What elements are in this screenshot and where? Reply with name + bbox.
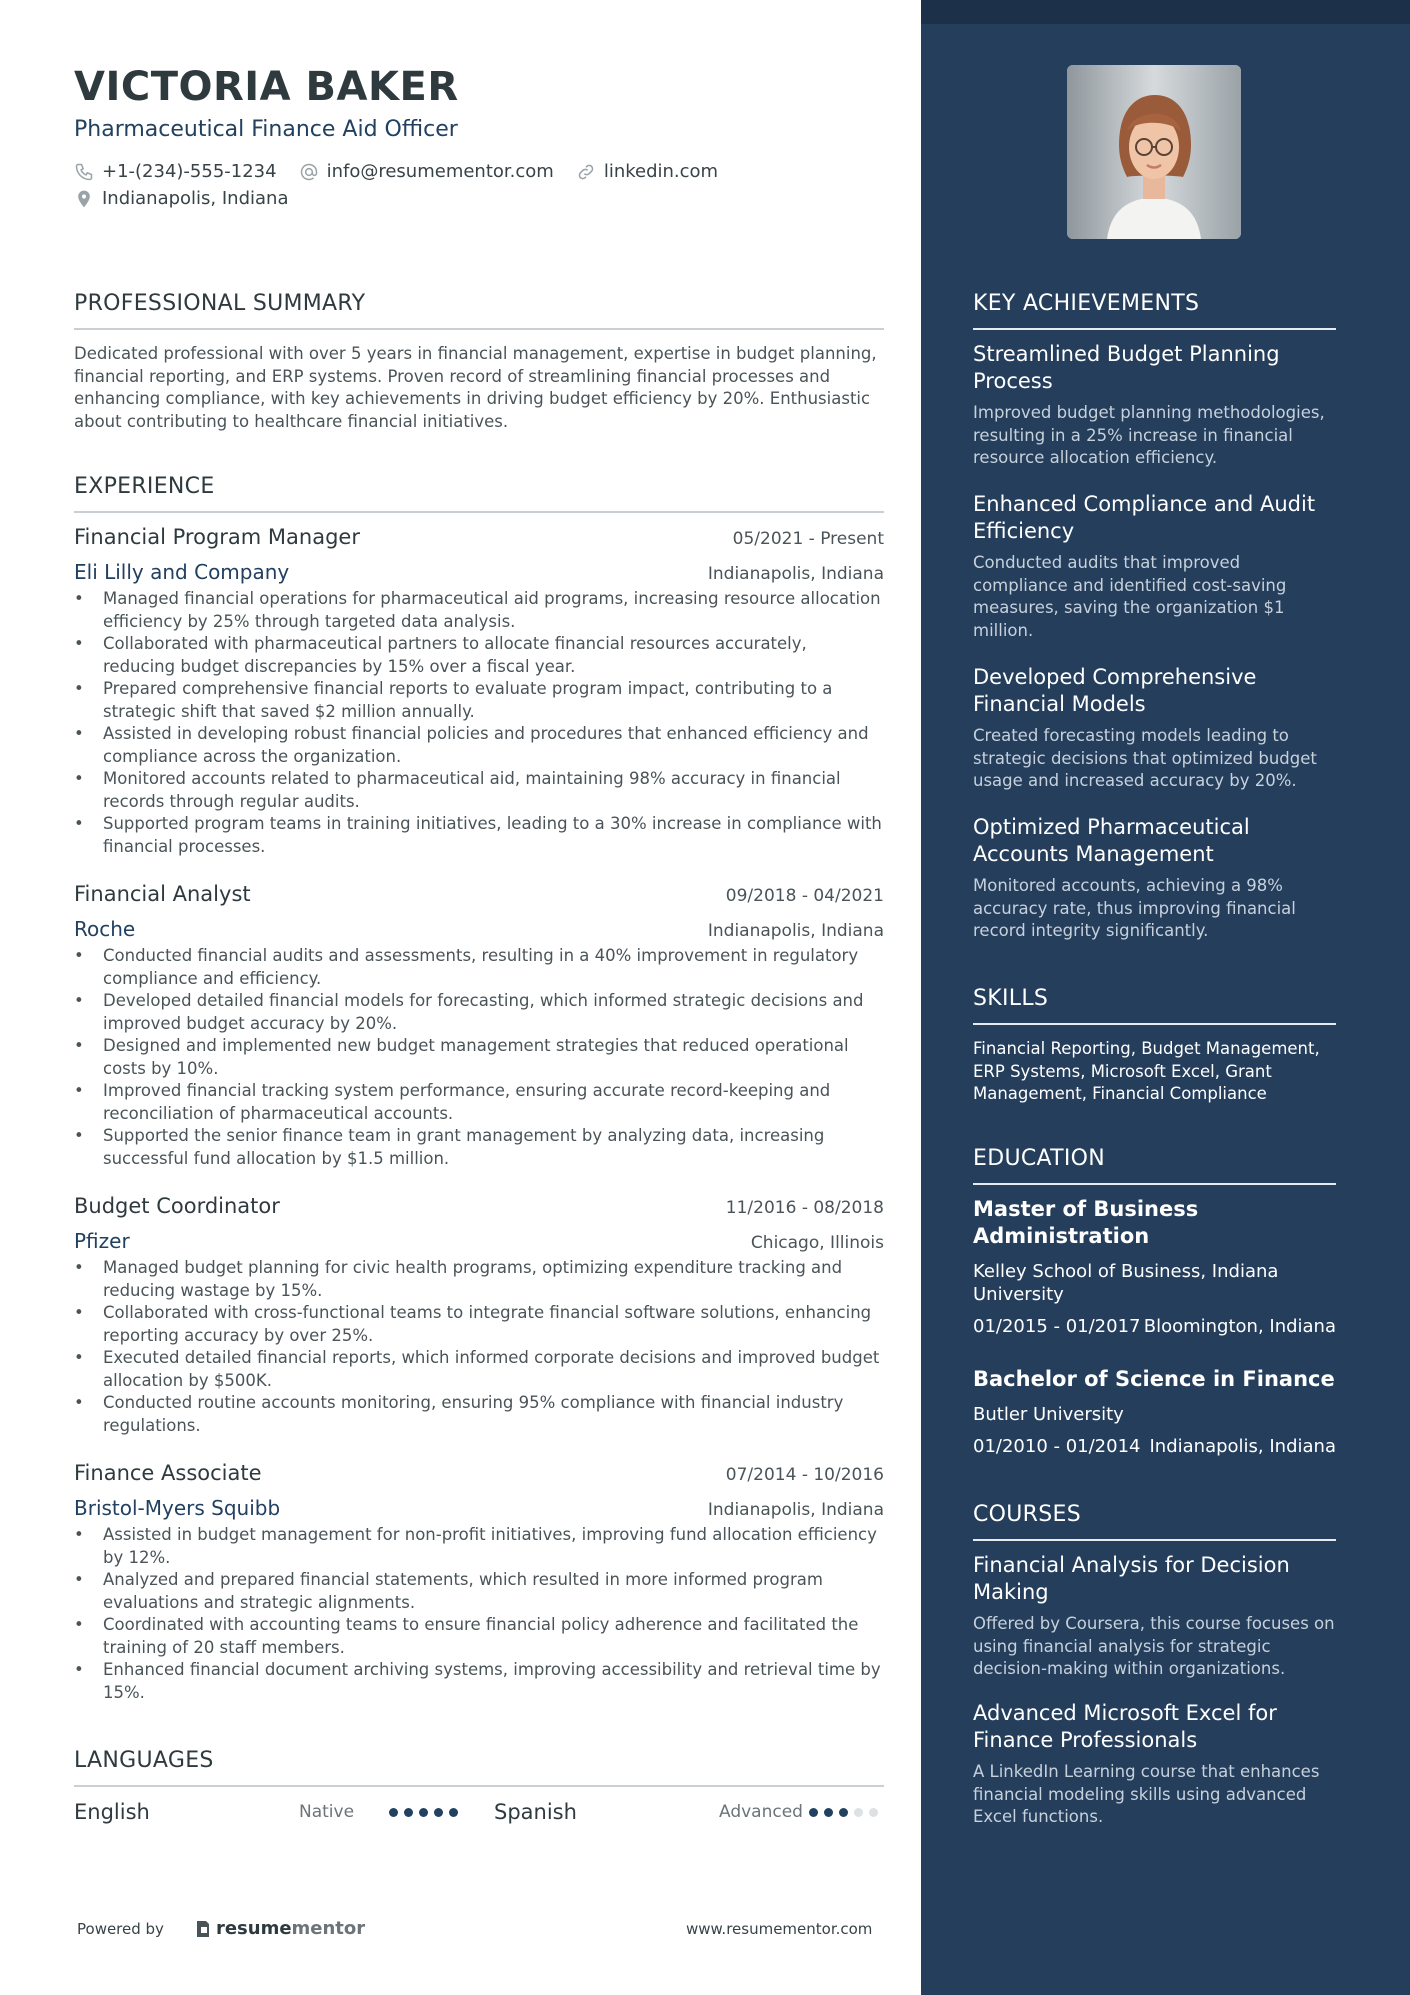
- language-name: English: [74, 1800, 150, 1824]
- job-bullets: [74, 588, 884, 858]
- job-bullet: • Monitored accounts related to pharmaceutical aid, maintaining 98% accuracy in financial records through regular audits.: [74, 768, 884, 813]
- education-location: Indianapolis, Indiana: [1149, 1436, 1336, 1457]
- job-date: 09/2018 - 04/2021: [725, 886, 884, 906]
- course-title: Financial Analysis for Decision Making: [973, 1553, 1290, 1604]
- brand-text-b: mentor: [291, 1918, 366, 1939]
- rating-dot-filled: [809, 1808, 818, 1817]
- education-school: Kelley School of Business, Indiana University: [973, 1261, 1279, 1305]
- rating-dot-empty: [854, 1808, 863, 1817]
- achievements-heading: KEY ACHIEVEMENTS: [973, 291, 1336, 330]
- job-bullet: • Coordinated with accounting teams to ensure financial policy adherence and facilitated the training of 20 staff members.: [74, 1614, 884, 1659]
- at-icon: [299, 162, 319, 182]
- job-entry: [74, 882, 884, 1170]
- language-rating: [389, 1808, 464, 1817]
- rating-dot-filled: [434, 1808, 443, 1817]
- job-bullet: • Assisted in developing robust financial policies and procedures that enhanced efficiency and compliance across the organization.: [74, 723, 884, 768]
- job-location: Chicago, Illinois: [750, 1233, 884, 1253]
- contact-email[interactable]: [299, 161, 554, 182]
- language-rating: [809, 1808, 884, 1817]
- candidate-title: Pharmaceutical Finance Aid Officer: [74, 117, 458, 142]
- job-title: Budget Coordinator: [74, 1194, 280, 1218]
- rating-dot-filled: [389, 1808, 398, 1817]
- job-entry: [74, 1194, 884, 1437]
- achievement-title: Enhanced Compliance and Audit Efficiency: [973, 492, 1316, 543]
- languages-heading: LANGUAGES: [74, 1748, 884, 1787]
- rating-dot-filled: [449, 1808, 458, 1817]
- achievement-desc: Monitored accounts, achieving a 98% accuracy rate, thus improving financial record integrity significantly.: [973, 876, 1296, 940]
- job-entry: [74, 1461, 884, 1704]
- job-bullet: • Analyzed and prepared financial statements, which resulted in more informed program evaluations and strategic alignments.: [74, 1569, 884, 1614]
- contact-linkedin[interactable]: [576, 161, 718, 182]
- education-dates: 01/2015 - 01/2017: [973, 1316, 1141, 1337]
- education-degree: Master of Business Administration: [973, 1197, 1199, 1248]
- languages-list: [74, 1800, 884, 1824]
- job-location: Indianapolis, Indiana: [707, 921, 884, 941]
- language-level: Advanced: [719, 1802, 803, 1822]
- skills-text: Financial Reporting, Budget Management, ERP Systems, Microsoft Excel, Grant Management, Financial Compliance: [973, 1039, 1320, 1103]
- job-date: 07/2014 - 10/2016: [725, 1465, 884, 1485]
- achievement-item: [973, 814, 1336, 943]
- job-company: Pfizer: [74, 1229, 130, 1253]
- job-bullet: • Improved financial tracking system performance, ensuring accurate record-keeping and reconciliation of pharmaceutical accounts.: [74, 1080, 884, 1125]
- footer-website[interactable]: www.resumementor.com: [686, 1920, 873, 1938]
- job-bullet: • Collaborated with cross-functional teams to integrate financial software solutions, enhancing reporting accuracy by over 25%.: [74, 1302, 884, 1347]
- courses-heading: COURSES: [973, 1502, 1336, 1541]
- course-desc: Offered by Coursera, this course focuses on using financial analysis for strategic decision-making within organizations.: [973, 1614, 1335, 1678]
- education-school: Butler University: [973, 1404, 1124, 1425]
- job-bullet: • Conducted routine accounts monitoring, ensuring 95% compliance with financial industry regulations.: [74, 1392, 884, 1437]
- job-bullet: • Executed detailed financial reports, which informed corporate decisions and improved budget allocation by $500K.: [74, 1347, 884, 1392]
- location-pin-icon: [74, 189, 94, 209]
- link-icon: [576, 162, 596, 182]
- education-degree: Bachelor of Science in Finance: [973, 1367, 1335, 1391]
- job-company: Roche: [74, 917, 136, 941]
- job-bullet: • Enhanced financial document archiving systems, improving accessibility and retrieval time by 15%.: [74, 1659, 884, 1704]
- job-entry: [74, 525, 884, 858]
- job-bullet: • Supported the senior finance team in grant management by analyzing data, increasing successful fund allocation by $1.5 million.: [74, 1125, 884, 1170]
- rating-dot-filled: [824, 1808, 833, 1817]
- job-bullets: [74, 1524, 884, 1704]
- profile-photo: [1067, 65, 1241, 239]
- job-bullets: [74, 945, 884, 1170]
- job-location: Indianapolis, Indiana: [707, 1500, 884, 1520]
- job-company: Eli Lilly and Company: [74, 560, 290, 584]
- language-item: [494, 1800, 884, 1824]
- contact-row-location: [74, 188, 311, 209]
- location-text: Indianapolis, Indiana: [102, 188, 289, 209]
- achievement-item: [973, 664, 1336, 793]
- brand-mark-icon: [194, 1919, 212, 1939]
- achievement-desc: Improved budget planning methodologies, resulting in a 25% increase in financial resource allocation efficiency.: [973, 403, 1325, 467]
- contact-location: [74, 188, 289, 209]
- sidebar: [921, 0, 1410, 1995]
- language-name: Spanish: [494, 1800, 577, 1824]
- skills-heading: SKILLS: [973, 986, 1336, 1025]
- job-bullet: • Designed and implemented new budget management strategies that reduced operational costs by 10%.: [74, 1035, 884, 1080]
- job-bullet: • Managed budget planning for civic health programs, optimizing expenditure tracking and reducing wastage by 15%.: [74, 1257, 884, 1302]
- education-heading: EDUCATION: [973, 1146, 1336, 1185]
- footer-powered-by: [77, 1918, 365, 1939]
- job-title: Finance Associate: [74, 1461, 262, 1485]
- achievement-item: [973, 341, 1336, 470]
- education-item: [973, 1366, 1336, 1457]
- contact-row: [74, 161, 740, 182]
- rating-dot-filled: [404, 1808, 413, 1817]
- job-bullet: • Assisted in budget management for non-profit initiatives, improving fund allocation efficiency by 12%.: [74, 1524, 884, 1569]
- summary-text: Dedicated professional with over 5 years in financial management, expertise in budget planning, financial reporting, and ERP systems. Proven record of streamlining financial processes and enhancing compliance, with key achievements in driving budget efficiency by 20%. Enthusiastic about contributing to healthcare financial initiatives.: [74, 344, 877, 431]
- linkedin-text: linkedin.com: [603, 161, 719, 182]
- job-bullet: • Managed financial operations for pharmaceutical aid programs, increasing resource allocation efficiency by 25% through targeted data analysis.: [74, 588, 884, 633]
- job-bullet: • Conducted financial audits and assessments, resulting in a 40% improvement in regulatory compliance and efficiency.: [74, 945, 884, 990]
- achievement-title: Optimized Pharmaceutical Accounts Management: [973, 815, 1250, 866]
- portrait-illustration: [1067, 65, 1241, 239]
- course-item: [973, 1552, 1336, 1681]
- course-title: Advanced Microsoft Excel for Finance Professionals: [973, 1701, 1277, 1752]
- language-item: [74, 1800, 464, 1824]
- sidebar-top-bar: [921, 0, 1410, 24]
- job-title: Financial Program Manager: [74, 525, 360, 549]
- candidate-name: VICTORIA BAKER: [74, 64, 459, 110]
- achievement-desc: Conducted audits that improved compliance and identified cost-saving measures, saving the organization $1 million.: [973, 553, 1287, 640]
- brand-text-a: resume: [215, 1918, 292, 1939]
- rating-dot-filled: [839, 1808, 848, 1817]
- achievement-item: [973, 491, 1336, 642]
- summary-heading: PROFESSIONAL SUMMARY: [74, 291, 884, 330]
- achievement-title: Developed Comprehensive Financial Models: [973, 665, 1257, 716]
- language-level: Native: [299, 1802, 355, 1822]
- job-bullet: • Prepared comprehensive financial reports to evaluate program impact, contributing to a strategic shift that saved $2 million annually.: [74, 678, 884, 723]
- powered-by-text: Powered by: [77, 1919, 164, 1938]
- experience-heading: EXPERIENCE: [74, 474, 884, 513]
- education-item: [973, 1196, 1336, 1337]
- email-text: info@resumementor.com: [326, 161, 554, 182]
- contact-phone[interactable]: [74, 161, 277, 182]
- rating-dot-filled: [419, 1808, 428, 1817]
- job-title: Financial Analyst: [74, 882, 251, 906]
- phone-text: +1-(234)-555-1234: [102, 161, 277, 182]
- job-date: 05/2021 - Present: [732, 529, 884, 549]
- achievement-desc: Created forecasting models leading to strategic decisions that optimized budget usage and increased accuracy by 20%.: [973, 726, 1317, 790]
- job-location: Indianapolis, Indiana: [707, 564, 884, 584]
- rating-dot-empty: [869, 1808, 878, 1817]
- course-desc: A LinkedIn Learning course that enhances financial modeling skills using advanced Excel functions.: [973, 1762, 1320, 1826]
- course-item: [973, 1700, 1336, 1829]
- job-bullet: • Collaborated with pharmaceutical partners to allocate financial resources accurately, reducing budget discrepancies by 15% over a fiscal year.: [74, 633, 884, 678]
- job-company: Bristol-Myers Squibb: [74, 1496, 281, 1520]
- job-bullet: • Developed detailed financial models for forecasting, which informed strategic decisions and improved budget accuracy by 20%.: [74, 990, 884, 1035]
- education-location: Bloomington, Indiana: [1143, 1316, 1336, 1337]
- education-dates: 01/2010 - 01/2014: [973, 1436, 1141, 1457]
- job-date: 11/2016 - 08/2018: [725, 1198, 884, 1218]
- phone-icon: [74, 162, 94, 182]
- job-bullets: [74, 1257, 884, 1437]
- brand-logo[interactable]: [194, 1918, 365, 1939]
- achievement-title: Streamlined Budget Planning Process: [973, 342, 1280, 393]
- job-bullet: • Supported program teams in training initiatives, leading to a 30% increase in compliance with financial processes.: [74, 813, 884, 858]
